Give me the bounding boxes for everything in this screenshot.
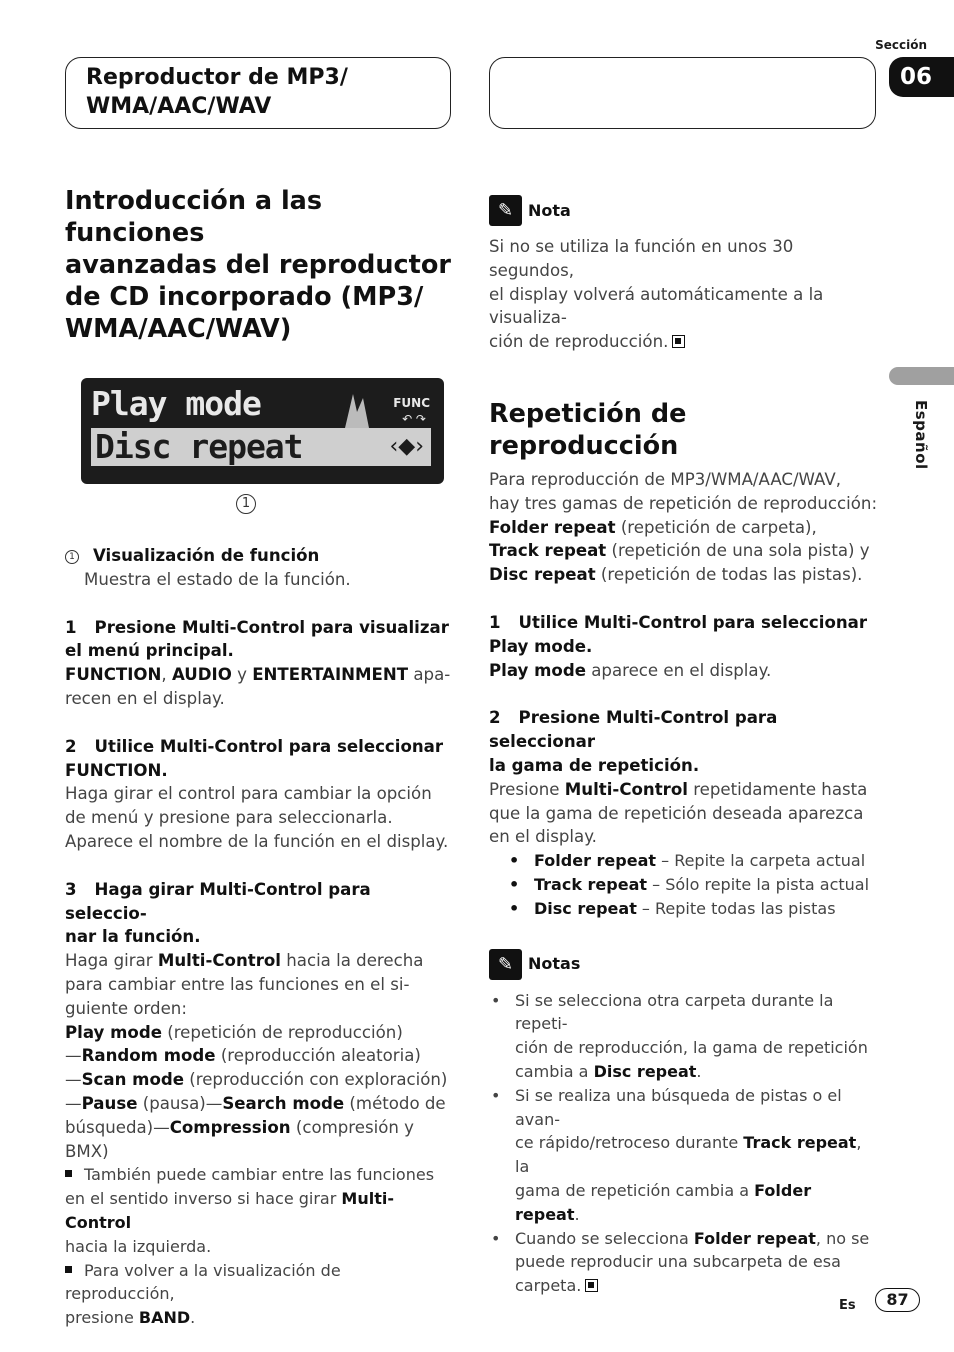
- term: Multi-Control: [65, 1189, 394, 1232]
- step-number: 1: [489, 612, 501, 632]
- note-label: Nota: [528, 200, 571, 220]
- step-title-b: el menú principal.: [65, 641, 234, 661]
- text: —: [65, 1046, 82, 1066]
- square-bullet-icon: [65, 1266, 72, 1273]
- end-mark-icon: [585, 1279, 598, 1292]
- lcd-wave-graphic: [343, 390, 371, 430]
- text: guiente orden:: [65, 998, 187, 1018]
- step-title-b: Play mode.: [489, 636, 593, 656]
- term: Disc repeat: [534, 898, 637, 918]
- text: Haga girar: [65, 951, 158, 971]
- notes-list: [489, 989, 879, 1298]
- text: presione: [65, 1308, 139, 1328]
- step-title-a: Presione Multi-Control para visualizar: [94, 617, 449, 637]
- text: – Repite la carpeta actual: [656, 851, 866, 871]
- section-heading: Repetición de reproducción: [489, 398, 687, 461]
- text: – Sólo repite la pista actual: [647, 874, 870, 894]
- text: .: [574, 1204, 580, 1224]
- text: hay tres gamas de repetición de reproducción:: [489, 493, 878, 513]
- term: Random mode: [81, 1046, 216, 1066]
- text: el display volverá automáticamente a la visualiza-: [489, 284, 824, 328]
- term: Folder repeat: [693, 1228, 816, 1248]
- list-item: [509, 849, 879, 873]
- list-item: [489, 989, 879, 1084]
- section-number-tab: 06: [889, 57, 954, 97]
- term: Track repeat: [743, 1133, 857, 1153]
- text: Para volver a la visualización de reproducción,: [65, 1260, 341, 1304]
- text: en el sentido inverso si hace girar: [65, 1189, 342, 1209]
- step-2-title: [65, 735, 455, 783]
- lcd-line-1: Play mode: [91, 384, 261, 423]
- step-title-a: Presione Multi-Control para seleccionar: [489, 708, 778, 752]
- step-title-b: la gama de repetición.: [489, 755, 700, 775]
- page-number: 87: [875, 1288, 920, 1312]
- text: Presione: [489, 779, 565, 799]
- text: – Repite todas las pistas: [636, 898, 836, 918]
- text: —: [65, 1070, 82, 1090]
- text: aparece en el display.: [585, 660, 772, 680]
- text: (método de: [344, 1093, 446, 1113]
- list-item: [509, 873, 879, 897]
- step-1: [65, 616, 455, 711]
- page-title: [65, 185, 455, 345]
- step-body: [489, 659, 879, 683]
- text: ción de reproducción, la gama de repetición: [515, 1038, 868, 1058]
- left-column: [65, 185, 455, 1330]
- chapter-title-line2: WMA/AAC/WAV: [86, 94, 272, 119]
- step-number: 2: [489, 708, 501, 728]
- chapter-title-line1: Reproductor de MP3/: [86, 65, 348, 90]
- step-1-body: [65, 663, 455, 711]
- term: Disc repeat: [489, 565, 596, 585]
- text: ción de reproducción.: [489, 332, 669, 352]
- text: También puede cambiar entre las funciones: [84, 1165, 435, 1185]
- section-label: Sección: [875, 38, 927, 52]
- pencil-note-icon: ✎: [489, 949, 522, 980]
- chapter-header-box: [65, 57, 451, 129]
- text: recen en el display.: [65, 688, 225, 708]
- footer-language: Es: [839, 1298, 856, 1313]
- legend-desc: Muestra el estado de la función.: [84, 569, 351, 589]
- term: Scan mode: [81, 1070, 184, 1090]
- right-step-2: [489, 706, 879, 920]
- text: Si no se utiliza la función en unos 30 segundos,: [489, 237, 794, 280]
- text: Aparece el nombre de la función en el display.: [65, 831, 449, 851]
- pencil-note-icon: ✎: [489, 195, 522, 226]
- end-mark-icon: [672, 335, 685, 348]
- step-title: [489, 706, 879, 777]
- term: Play mode: [489, 660, 586, 680]
- title-line: Introducción a las funciones: [65, 186, 323, 248]
- text: .: [190, 1308, 196, 1328]
- step-2: [65, 735, 455, 854]
- text: Si se realiza una búsqueda de pistas o el avan-: [515, 1085, 842, 1129]
- text: —: [65, 1093, 82, 1113]
- text: búsqueda)—: [65, 1117, 170, 1137]
- term: Folder repeat: [515, 1180, 812, 1224]
- lcd-arrows-icon: ↶ ↷: [402, 412, 426, 426]
- title-line: de CD incorporado (MP3/: [65, 282, 424, 312]
- step-number: 2: [65, 736, 77, 756]
- callout-marker: 1: [236, 494, 256, 514]
- text: (compresión y: [290, 1117, 414, 1137]
- text: para cambiar entre las funciones en el si-: [65, 974, 410, 994]
- lcd-nav-icon: ‹◆›: [389, 434, 424, 459]
- term: Track repeat: [489, 541, 607, 561]
- text: gama de repetición cambia a: [515, 1180, 755, 1200]
- notes-header: [489, 949, 879, 980]
- note-text: [489, 235, 879, 354]
- term: Compression: [169, 1117, 291, 1137]
- text: que la gama de repetición deseada aparezca: [489, 803, 864, 823]
- text: (repetición de carpeta),: [615, 517, 817, 537]
- step-3-title: [65, 878, 455, 949]
- right-column: [489, 195, 879, 1298]
- chapter-title: [86, 63, 430, 121]
- text: carpeta.: [515, 1276, 582, 1296]
- intro-text: [489, 468, 879, 587]
- term: Multi-Control: [564, 779, 688, 799]
- term: Disc repeat: [593, 1061, 697, 1081]
- text: ,: [161, 665, 172, 685]
- legend-title: Visualización de función: [93, 546, 320, 565]
- text: repetidamente hasta: [687, 779, 868, 799]
- term: Multi-Control: [157, 951, 281, 971]
- step-title-a: Haga girar Multi-Control para seleccio-: [65, 879, 371, 923]
- text: cambia a: [515, 1061, 594, 1081]
- header-empty-box: [489, 57, 876, 129]
- legend-item: [65, 544, 455, 592]
- term: Folder repeat: [534, 851, 657, 871]
- text: Cuando se selecciona: [515, 1228, 694, 1248]
- text: y: [231, 665, 253, 685]
- text: en el display.: [489, 827, 597, 847]
- term-audio: AUDIO: [171, 665, 232, 685]
- text: (pausa)—: [137, 1093, 223, 1113]
- list-item: [489, 1084, 879, 1227]
- term: Folder repeat: [489, 517, 616, 537]
- notes-label: Notas: [528, 954, 581, 974]
- step-title: [489, 611, 879, 659]
- title-line: WMA/AAC/WAV): [65, 314, 292, 344]
- text: , no se: [815, 1228, 870, 1248]
- language-side-label: Español: [912, 400, 930, 470]
- note-header: [489, 195, 879, 226]
- text: (reproducción con exploración): [184, 1070, 448, 1090]
- step-1-title: [65, 616, 455, 664]
- text: (repetición de reproducción): [161, 1022, 403, 1042]
- legend-number: 1: [65, 550, 79, 564]
- text: apa-: [408, 665, 451, 685]
- step-number: 3: [65, 879, 77, 899]
- step-2-body: [65, 782, 455, 853]
- lcd-func-label: FUNC: [393, 396, 430, 410]
- text: hacia la izquierda.: [65, 1236, 212, 1256]
- step-3: [65, 878, 455, 1330]
- tip-1: [65, 1163, 455, 1258]
- text: (repetición de todas las pistas).: [595, 565, 863, 585]
- text: ce rápido/retroceso durante: [515, 1133, 744, 1153]
- step-title-b: nar la función.: [65, 927, 201, 947]
- term-entertainment: ENTERTAINMENT: [252, 665, 409, 685]
- text: (reproducción aleatoria): [215, 1046, 421, 1066]
- text: BMX): [65, 1141, 109, 1161]
- list-item: [509, 897, 879, 921]
- term: Pause: [81, 1093, 138, 1113]
- list-item: [489, 1227, 879, 1298]
- title-line: avanzadas del reproductor: [65, 250, 451, 280]
- step-3-body: [65, 949, 455, 1163]
- term: Play mode: [65, 1022, 162, 1042]
- square-bullet-icon: [65, 1170, 72, 1177]
- term: Search mode: [222, 1093, 345, 1113]
- text: hacia la derecha: [280, 951, 424, 971]
- text: puede reproducir una subcarpeta de esa: [515, 1252, 841, 1272]
- step-number: 1: [65, 617, 77, 637]
- text: (repetición de una sola pista) y: [606, 541, 870, 561]
- text: Si se selecciona otra carpeta durante la repeti-: [515, 990, 834, 1034]
- term-function: FUNCTION: [65, 665, 162, 685]
- step-title-a: Utilice Multi-Control para seleccionar: [94, 736, 444, 756]
- repeat-options-list: [509, 849, 879, 920]
- step-title-b: FUNCTION.: [65, 760, 168, 780]
- tip-2: [65, 1259, 455, 1330]
- term: Track repeat: [534, 874, 648, 894]
- text: de menú y presione para seleccionarla.: [65, 808, 393, 828]
- lcd-display-illustration: [81, 378, 444, 484]
- text: Haga girar el control para cambiar la opción: [65, 784, 432, 804]
- lcd-line-2: Disc repeat: [91, 428, 431, 466]
- step-body: [489, 778, 879, 849]
- term: BAND: [138, 1308, 191, 1328]
- step-title-a: Utilice Multi-Control para seleccionar: [518, 612, 868, 632]
- text: .: [696, 1061, 702, 1081]
- language-tab-bar: [889, 367, 954, 385]
- text: Para reproducción de MP3/WMA/AAC/WAV,: [489, 469, 841, 489]
- text: , la: [515, 1133, 862, 1177]
- right-step-1: [489, 611, 879, 682]
